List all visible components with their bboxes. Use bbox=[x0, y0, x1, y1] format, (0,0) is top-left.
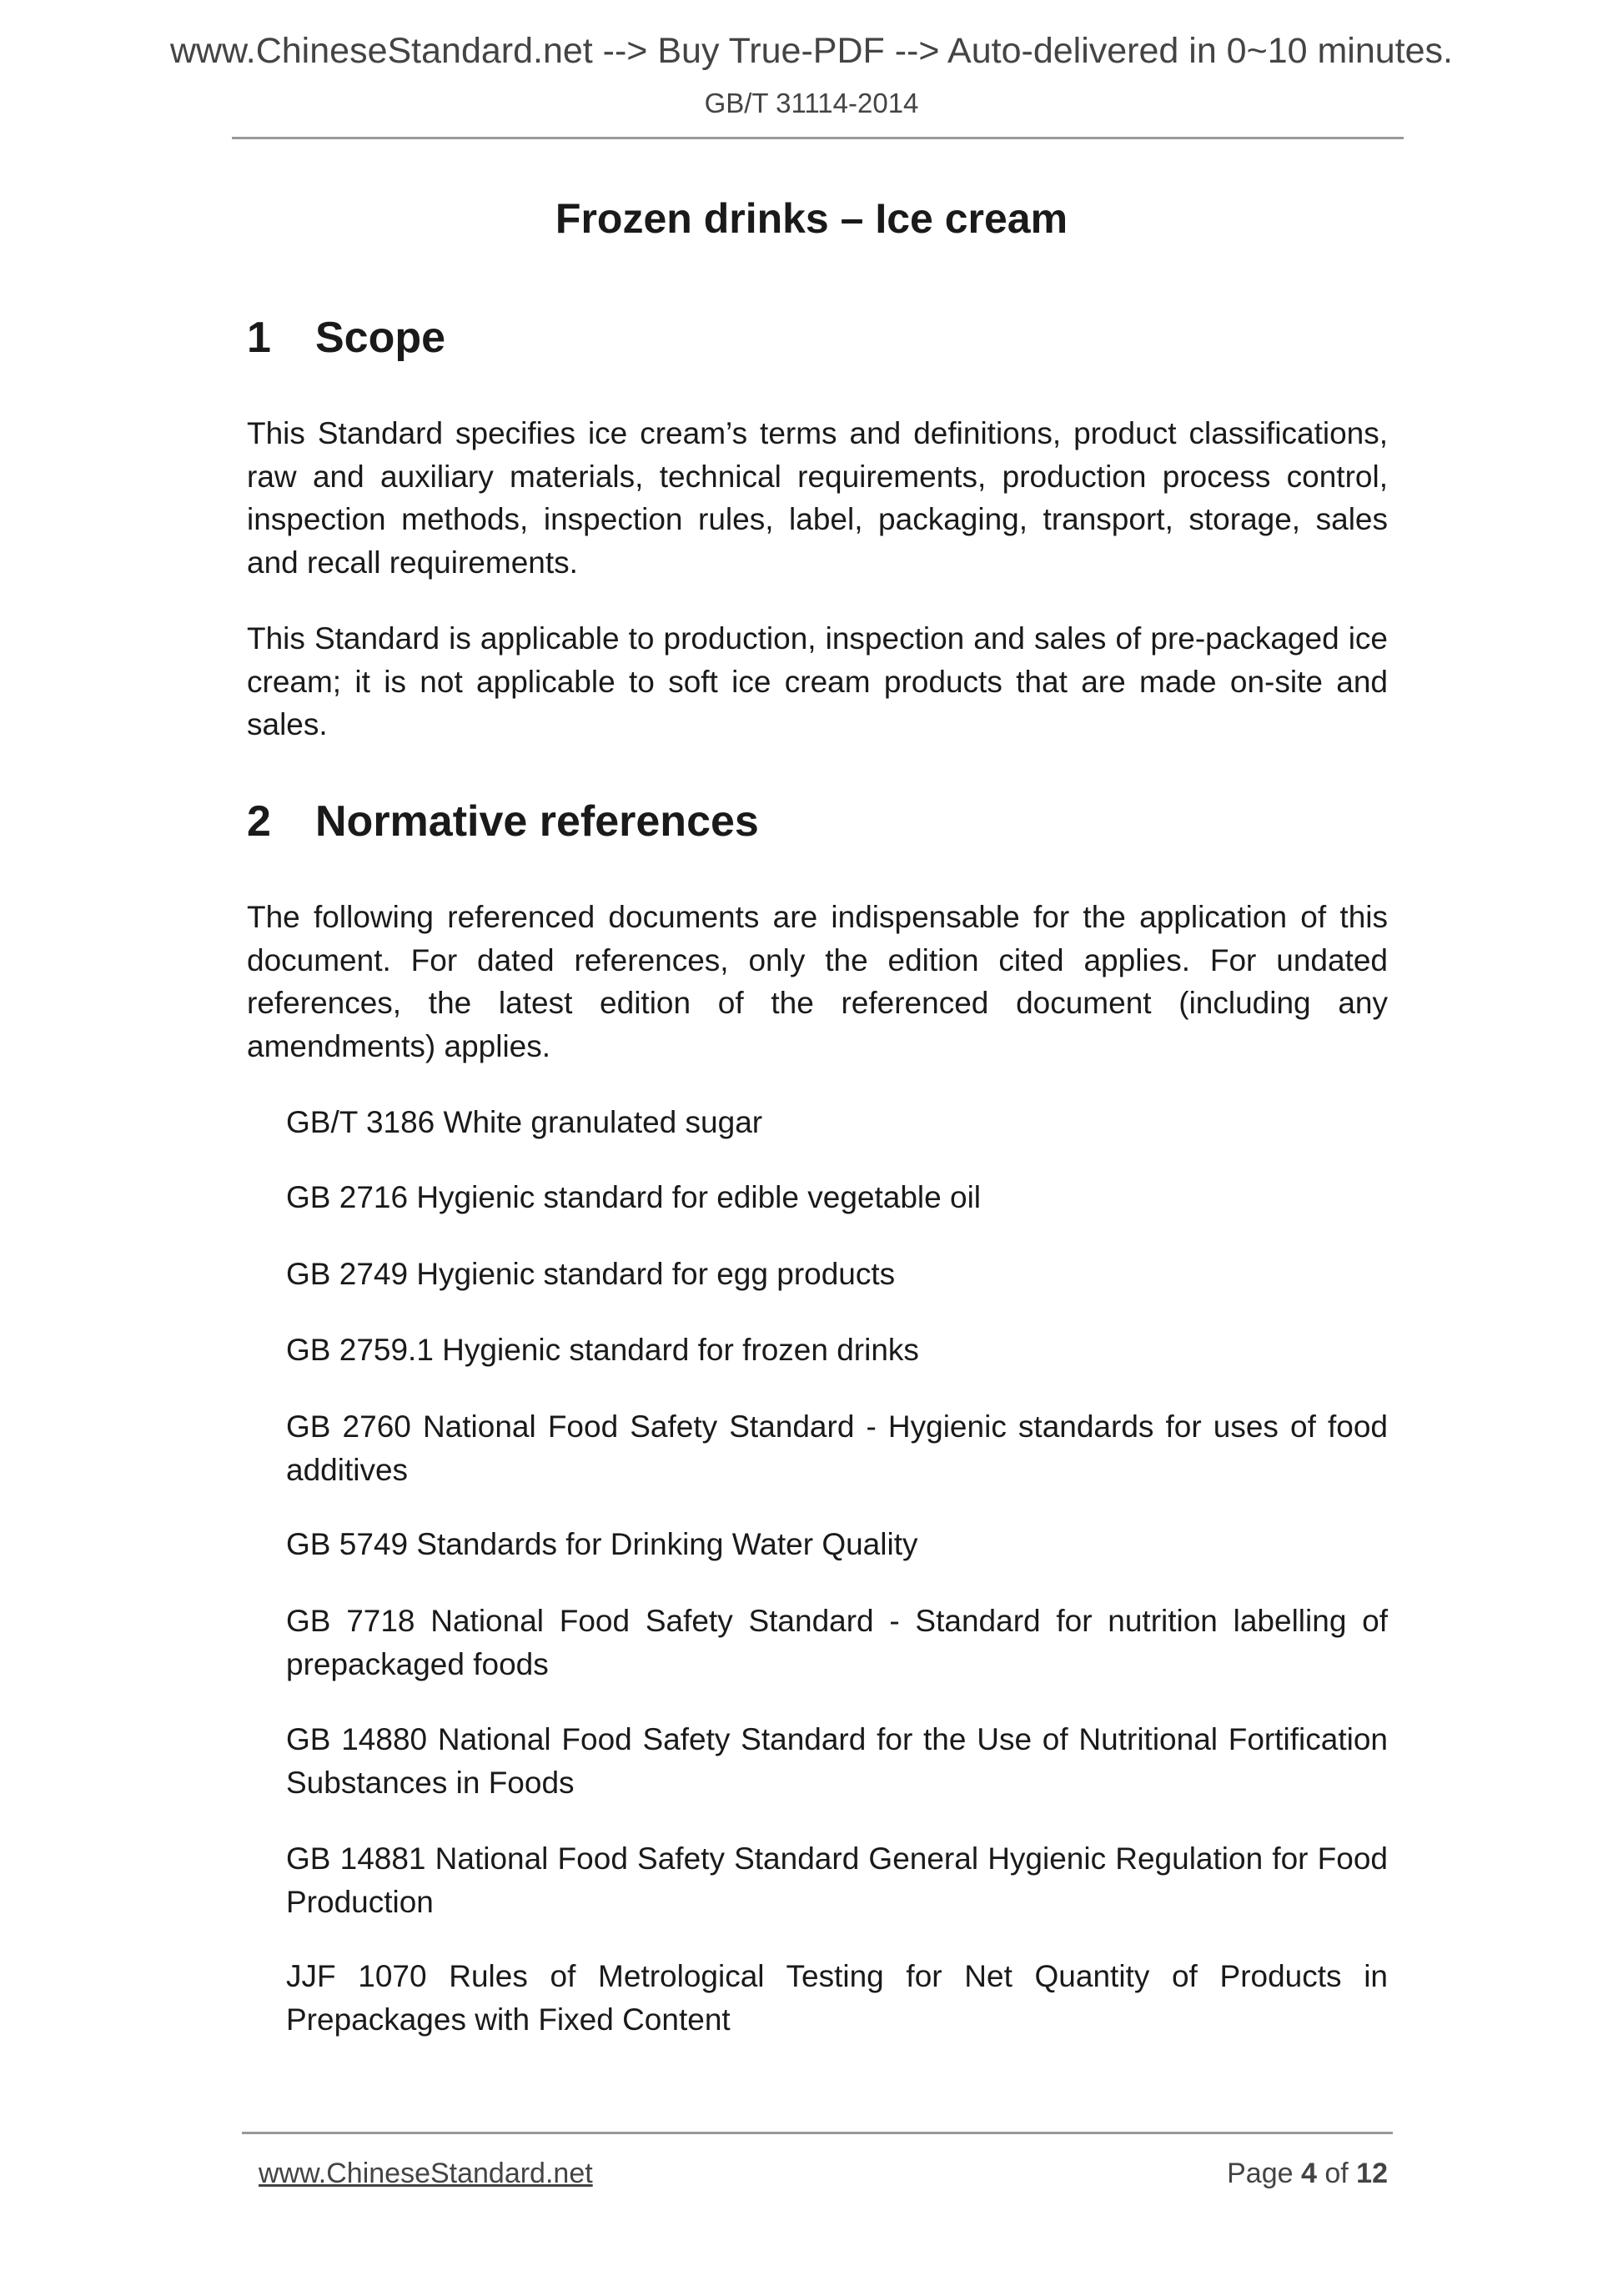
reference-item: GB 7718 National Food Safety Standard - Standard for nutrition labelling of prepackaged foods bbox=[286, 1604, 1388, 1681]
reference-item: GB 2760 National Food Safety Standard - Hygienic standards for uses of food additives bbox=[286, 1409, 1388, 1487]
page-number bbox=[1227, 2155, 1388, 2192]
reference-item: GB 14881 National Food Safety Standard General Hygienic Regulation for Food Production bbox=[286, 1841, 1388, 1919]
footer-link[interactable]: www.ChineseStandard.net bbox=[259, 2158, 593, 2189]
footer-rule bbox=[242, 2132, 1393, 2134]
reference-item: JJF 1070 Rules of Metrological Testing for Net Quantity of Products in Prepackages with Fixed Content bbox=[286, 1959, 1388, 2037]
doc-code: GB/T 31114-2014 bbox=[704, 88, 919, 118]
reference-item: GB 14880 National Food Safety Standard for the Use of Nutritional Fortification Substances in Foods bbox=[286, 1722, 1388, 1800]
page-total: 12 bbox=[1356, 2158, 1388, 2189]
reference-item: GB 5749 Standards for Drinking Water Quality bbox=[286, 1527, 918, 1561]
paragraph: This Standard specifies ice cream’s terms and definitions, product classifications, raw and auxiliary materials, technical requirements, production process control, inspection methods, inspection rules, label, packaging, transport, storage, sales and recall requirements. bbox=[247, 416, 1388, 580]
header-rule bbox=[232, 137, 1404, 139]
section-number: 1 bbox=[247, 314, 271, 362]
header-banner: www.ChineseStandard.net --> Buy True-PDF --> Auto-delivered in 0~10 minutes. bbox=[169, 31, 1453, 71]
footer-link-wrap bbox=[259, 2155, 593, 2192]
reference-item: GB 2759.1 Hygienic standard for frozen drinks bbox=[286, 1333, 919, 1367]
reference-item: GB/T 3186 White granulated sugar bbox=[286, 1105, 763, 1139]
section-title: Scope bbox=[315, 314, 446, 362]
page-prefix: Page bbox=[1227, 2158, 1294, 2189]
reference-item: GB 2716 Hygienic standard for edible vegetable oil bbox=[286, 1180, 982, 1214]
paragraph: This Standard is applicable to production, inspection and sales of pre-packaged ice cream; it is not applicable to soft ice cream products that are made on-site and sales. bbox=[247, 621, 1388, 741]
section-number: 2 bbox=[247, 797, 271, 846]
page-sep: of bbox=[1324, 2158, 1349, 2189]
paragraph: The following referenced documents are indispensable for the application of this document. For dated references, only the edition cited applies. For undated references, the latest edition of the referenced document (including any amendments) applies. bbox=[247, 900, 1388, 1063]
page-title: Frozen drinks – Ice cream bbox=[555, 195, 1068, 242]
section-heading-normative-references bbox=[247, 796, 759, 847]
section-heading-scope bbox=[247, 313, 445, 363]
reference-item: GB 2749 Hygienic standard for egg products bbox=[286, 1257, 896, 1291]
section-title: Normative references bbox=[315, 797, 759, 846]
page-current: 4 bbox=[1300, 2158, 1317, 2189]
